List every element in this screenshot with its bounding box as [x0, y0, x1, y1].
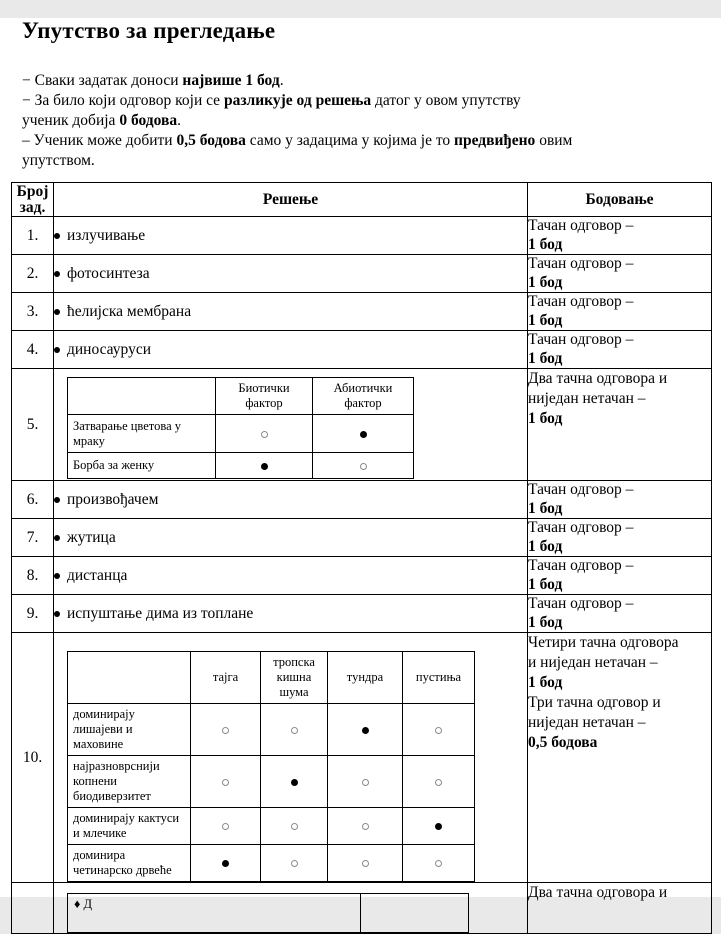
task-number: 9.: [12, 595, 54, 633]
bullet-icon: [54, 233, 60, 239]
score-cell: Два тачна одговора и: [528, 883, 712, 934]
intro-line: ученик добија 0 бодова.: [22, 112, 181, 129]
table-row-9: [12, 595, 712, 633]
answer-circle: [435, 779, 442, 786]
intro-text: [22, 71, 699, 171]
clipped-table-divider: [360, 894, 361, 932]
bullet-icon: [54, 611, 60, 617]
answer-circle: [222, 823, 229, 830]
table-row-8: [12, 557, 712, 595]
answer-circle: [362, 860, 369, 867]
answer-text: произвођачем: [67, 490, 159, 508]
table-row-1: [12, 217, 712, 255]
score-cell: Тачан одговор – 1 бод: [528, 331, 712, 369]
intro-line: − За било који одговор који се разликује од решења датог у овом упутству: [22, 92, 521, 109]
score-cell: Тачан одговор – 1 бод: [528, 595, 712, 633]
table-row-2: [12, 255, 712, 293]
answer-circle: [291, 779, 298, 786]
answer-circle: [435, 860, 442, 867]
clipped-nested-table: [67, 893, 469, 933]
task-number: [12, 883, 54, 934]
answer-text: излучивање: [67, 226, 146, 244]
table-header-row: [12, 183, 712, 217]
answer-circle: [435, 823, 442, 830]
task-number: 6.: [12, 481, 54, 519]
task-number: 2.: [12, 255, 54, 293]
bullet-icon: [54, 271, 60, 277]
grading-table: [11, 182, 712, 934]
task-number: 5.: [12, 369, 54, 481]
answer-circle: [362, 823, 369, 830]
score-cell: Тачан одговор – 1 бод: [528, 519, 712, 557]
table-row-4: [12, 331, 712, 369]
intro-line: − Сваки задатак доноси највише 1 бод.: [22, 72, 284, 89]
answer-circle: [291, 860, 298, 867]
document-page: [0, 18, 721, 911]
answer-circle: [362, 779, 369, 786]
table-row-10: [12, 633, 712, 883]
nested-header: Биотички фактор: [216, 378, 313, 415]
task-number: 4.: [12, 331, 54, 369]
answer-text: дистанца: [67, 566, 128, 584]
page-title: Упутство за прегледање: [22, 18, 276, 43]
answer-circle: [291, 727, 298, 734]
table-row-7: [12, 519, 712, 557]
header-task-number: Број зад.: [12, 183, 54, 217]
answer-circle: [360, 431, 367, 438]
empty-corner-cell: [68, 652, 191, 704]
nested-header: тропска кишна шума: [261, 652, 328, 704]
answer-circle: [261, 431, 268, 438]
task-number: 3.: [12, 293, 54, 331]
nested-header: тајга: [191, 652, 261, 704]
bullet-icon: [54, 497, 60, 503]
score-cell: Тачан одговор – 1 бод: [528, 217, 712, 255]
answer-circle: [435, 727, 442, 734]
answer-text: жутица: [67, 528, 116, 546]
task-number: 7.: [12, 519, 54, 557]
score-cell: Четири тачна одговора и ниједан нетачан – 1 бод Три тачна одговор и ниједан нетачан – 0,5 бодова: [528, 633, 712, 883]
nested-row-label: Затварање цветова у мраку: [68, 415, 216, 453]
nested-row-label: доминирају лишајеви и маховине: [68, 704, 191, 756]
answer-text: ћелијска мембрана: [67, 302, 192, 320]
bullet-icon: [54, 535, 60, 541]
nested-header: Абиотички фактор: [313, 378, 414, 415]
nested-row-label: Борба за женку: [68, 453, 216, 479]
score-cell: Тачан одговор – 1 бод: [528, 557, 712, 595]
answer-circle: [222, 779, 229, 786]
answer-circle: [222, 860, 229, 867]
table-row-5: [12, 369, 712, 481]
nested-header: пустиња: [403, 652, 475, 704]
score-cell: Два тачна одговора и ниједан нетачан – 1 бод: [528, 369, 712, 481]
answer-text: фотосинтеза: [67, 264, 150, 282]
answer-circle: [261, 463, 268, 470]
task-number: 1.: [12, 217, 54, 255]
table-row-3: [12, 293, 712, 331]
table-row-6: [12, 481, 712, 519]
nested-row-label: доминирају кактуси и млечике: [68, 808, 191, 845]
score-cell: Тачан одговор – 1 бод: [528, 481, 712, 519]
empty-corner-cell: [68, 378, 216, 415]
task-number: 8.: [12, 557, 54, 595]
table-row-11-partial: [12, 883, 712, 934]
answer-circle: [360, 463, 367, 470]
nested-row-label: најразноврснији копнени биодиверзитет: [68, 756, 191, 808]
intro-line: упутством.: [22, 152, 95, 169]
score-cell: Тачан одговор – 1 бод: [528, 293, 712, 331]
answer-circle: [222, 727, 229, 734]
header-scoring: Бодовање: [528, 183, 712, 217]
answer-circle: [291, 823, 298, 830]
biome-table: [67, 651, 475, 882]
task-number: 10.: [12, 633, 54, 883]
answer-text: диносауруси: [67, 340, 151, 358]
nested-row-label: доминира четинарско дрвеће: [68, 845, 191, 882]
bullet-icon: [54, 309, 60, 315]
nested-header: тундра: [328, 652, 403, 704]
header-solution: Решење: [54, 183, 528, 217]
bullet-icon: [54, 347, 60, 353]
score-cell: Тачан одговор – 1 бод: [528, 255, 712, 293]
intro-line: – Ученик може добити 0,5 бодова само у задацима у којима је то предвиђено овим: [22, 132, 573, 149]
answer-text: испуштање дима из топлане: [67, 604, 254, 622]
biotic-abiotic-table: [67, 377, 414, 479]
bullet-icon: [54, 573, 60, 579]
answer-circle: [362, 727, 369, 734]
clipped-text: ♦ Д: [74, 897, 93, 911]
